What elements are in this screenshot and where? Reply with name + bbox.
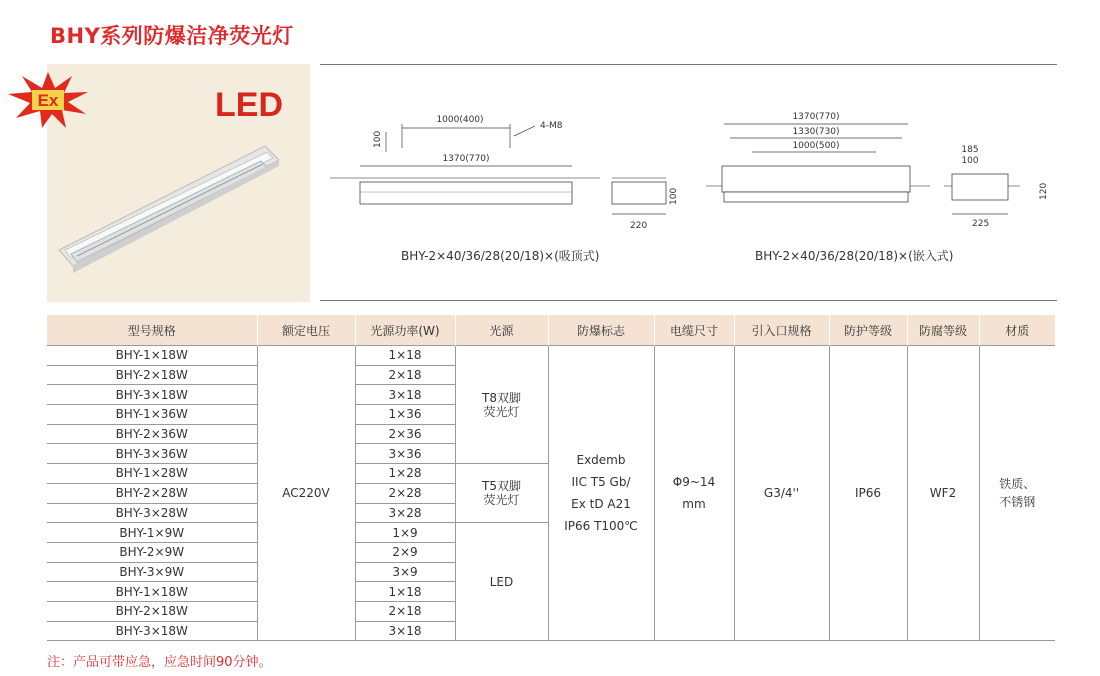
ex-label: Ex	[37, 91, 59, 110]
cable-line2: mm	[682, 497, 706, 512]
spec-table	[47, 315, 1055, 641]
power-cell: 2×18	[355, 365, 455, 385]
side-width: 220	[630, 221, 648, 231]
header-ex-mark: 防爆标志	[548, 315, 654, 346]
header-material: 材质	[979, 315, 1055, 346]
power-cell: 2×18	[355, 601, 455, 621]
dim-inner: 1000(500)	[792, 141, 840, 151]
cable-cell	[654, 346, 734, 641]
embedded-drawing	[700, 108, 1055, 236]
embedded-caption: BHY-2×40/36/28(20/18)×(嵌入式)	[755, 249, 954, 263]
surface-mount-drawing	[330, 108, 685, 236]
ex-burst-icon	[6, 70, 90, 130]
side-height: 100	[669, 187, 679, 205]
voltage-cell: AC220V	[257, 346, 355, 641]
model-cell: BHY-1×28W	[47, 464, 257, 484]
header-model: 型号规格	[47, 315, 257, 346]
side-top: 185	[961, 145, 979, 155]
ex-mark-line3: Ex tD A21	[571, 497, 631, 512]
model-cell: BHY-3×9W	[47, 562, 257, 582]
side-height-120: 120	[1039, 182, 1049, 200]
led-label: LED	[215, 86, 283, 124]
header-voltage: 额定电压	[257, 315, 355, 346]
protection-cell: IP66	[829, 346, 907, 641]
model-cell: BHY-2×36W	[47, 424, 257, 444]
model-cell: BHY-2×18W	[47, 365, 257, 385]
material-line1: 铁质、	[999, 477, 1036, 492]
source-t5-line1: T5双脚	[482, 479, 521, 494]
model-cell: BHY-1×9W	[47, 523, 257, 543]
source-led-cell: LED	[455, 523, 548, 641]
model-cell: BHY-1×18W	[47, 346, 257, 366]
source-t8-line2: 荧光灯	[483, 404, 520, 419]
header-source: 光源	[455, 315, 548, 346]
material-cell	[979, 346, 1055, 641]
power-cell: 1×36	[355, 405, 455, 425]
model-cell: BHY-3×36W	[47, 444, 257, 464]
dim-length: 1370(770)	[442, 154, 490, 164]
table-row	[47, 346, 1055, 366]
header-entry: 引入口规格	[734, 315, 829, 346]
header-power: 光源功率(W)	[355, 315, 455, 346]
header-corrosion: 防腐等级	[907, 315, 979, 346]
entry-cell: G3/4''	[734, 346, 829, 641]
dim-bolts: 4-M8	[540, 121, 563, 131]
ex-mark-line1: Exdemb	[576, 453, 626, 468]
dim-spacing: 1000(400)	[436, 115, 484, 125]
power-cell: 3×28	[355, 503, 455, 523]
dim-outer: 1370(770)	[792, 112, 840, 122]
power-cell: 1×28	[355, 464, 455, 484]
header-protection: 防护等级	[829, 315, 907, 346]
power-cell: 3×9	[355, 562, 455, 582]
model-cell: BHY-1×18W	[47, 582, 257, 602]
power-cell: 2×9	[355, 542, 455, 562]
model-cell: BHY-3×18W	[47, 385, 257, 405]
page-title: BHY系列防爆洁净荧光灯	[50, 24, 294, 48]
ex-mark-line2: IIC T5 Gb/	[571, 475, 631, 490]
footnote: 注：产品可带应急，应急时间90分钟。	[47, 655, 272, 670]
model-cell: BHY-2×9W	[47, 542, 257, 562]
side-inner: 100	[961, 156, 979, 166]
ex-mark-line4: IP66 T100℃	[564, 519, 638, 534]
model-cell: BHY-1×36W	[47, 405, 257, 425]
power-cell: 3×36	[355, 444, 455, 464]
dim-height: 100	[373, 130, 383, 148]
material-line2: 不锈钢	[999, 495, 1036, 510]
source-t8-cell	[455, 346, 548, 464]
power-cell: 1×9	[355, 523, 455, 543]
surface-caption: BHY-2×40/36/28(20/18)×(吸顶式)	[401, 249, 600, 263]
source-t8-line1: T8双脚	[482, 390, 521, 405]
table-header-row	[47, 315, 1055, 346]
power-cell: 3×18	[355, 385, 455, 405]
source-t5-line2: 荧光灯	[483, 493, 520, 508]
power-cell: 2×28	[355, 483, 455, 503]
power-cell: 1×18	[355, 582, 455, 602]
cable-line1: Φ9~14	[672, 475, 716, 490]
ex-mark-cell	[548, 346, 654, 641]
model-cell: BHY-2×18W	[47, 601, 257, 621]
corrosion-cell: WF2	[907, 346, 979, 641]
power-cell: 1×18	[355, 346, 455, 366]
model-cell: BHY-3×18W	[47, 621, 257, 641]
side-bottom: 225	[972, 219, 990, 229]
power-cell: 3×18	[355, 621, 455, 641]
model-cell: BHY-2×28W	[47, 483, 257, 503]
dim-mid: 1330(730)	[792, 127, 840, 137]
power-cell: 2×36	[355, 424, 455, 444]
header-cable: 电缆尺寸	[654, 315, 734, 346]
top-rule	[320, 64, 1057, 65]
model-cell: BHY-3×28W	[47, 503, 257, 523]
source-t5-cell	[455, 464, 548, 523]
bottom-rule	[320, 300, 1057, 301]
